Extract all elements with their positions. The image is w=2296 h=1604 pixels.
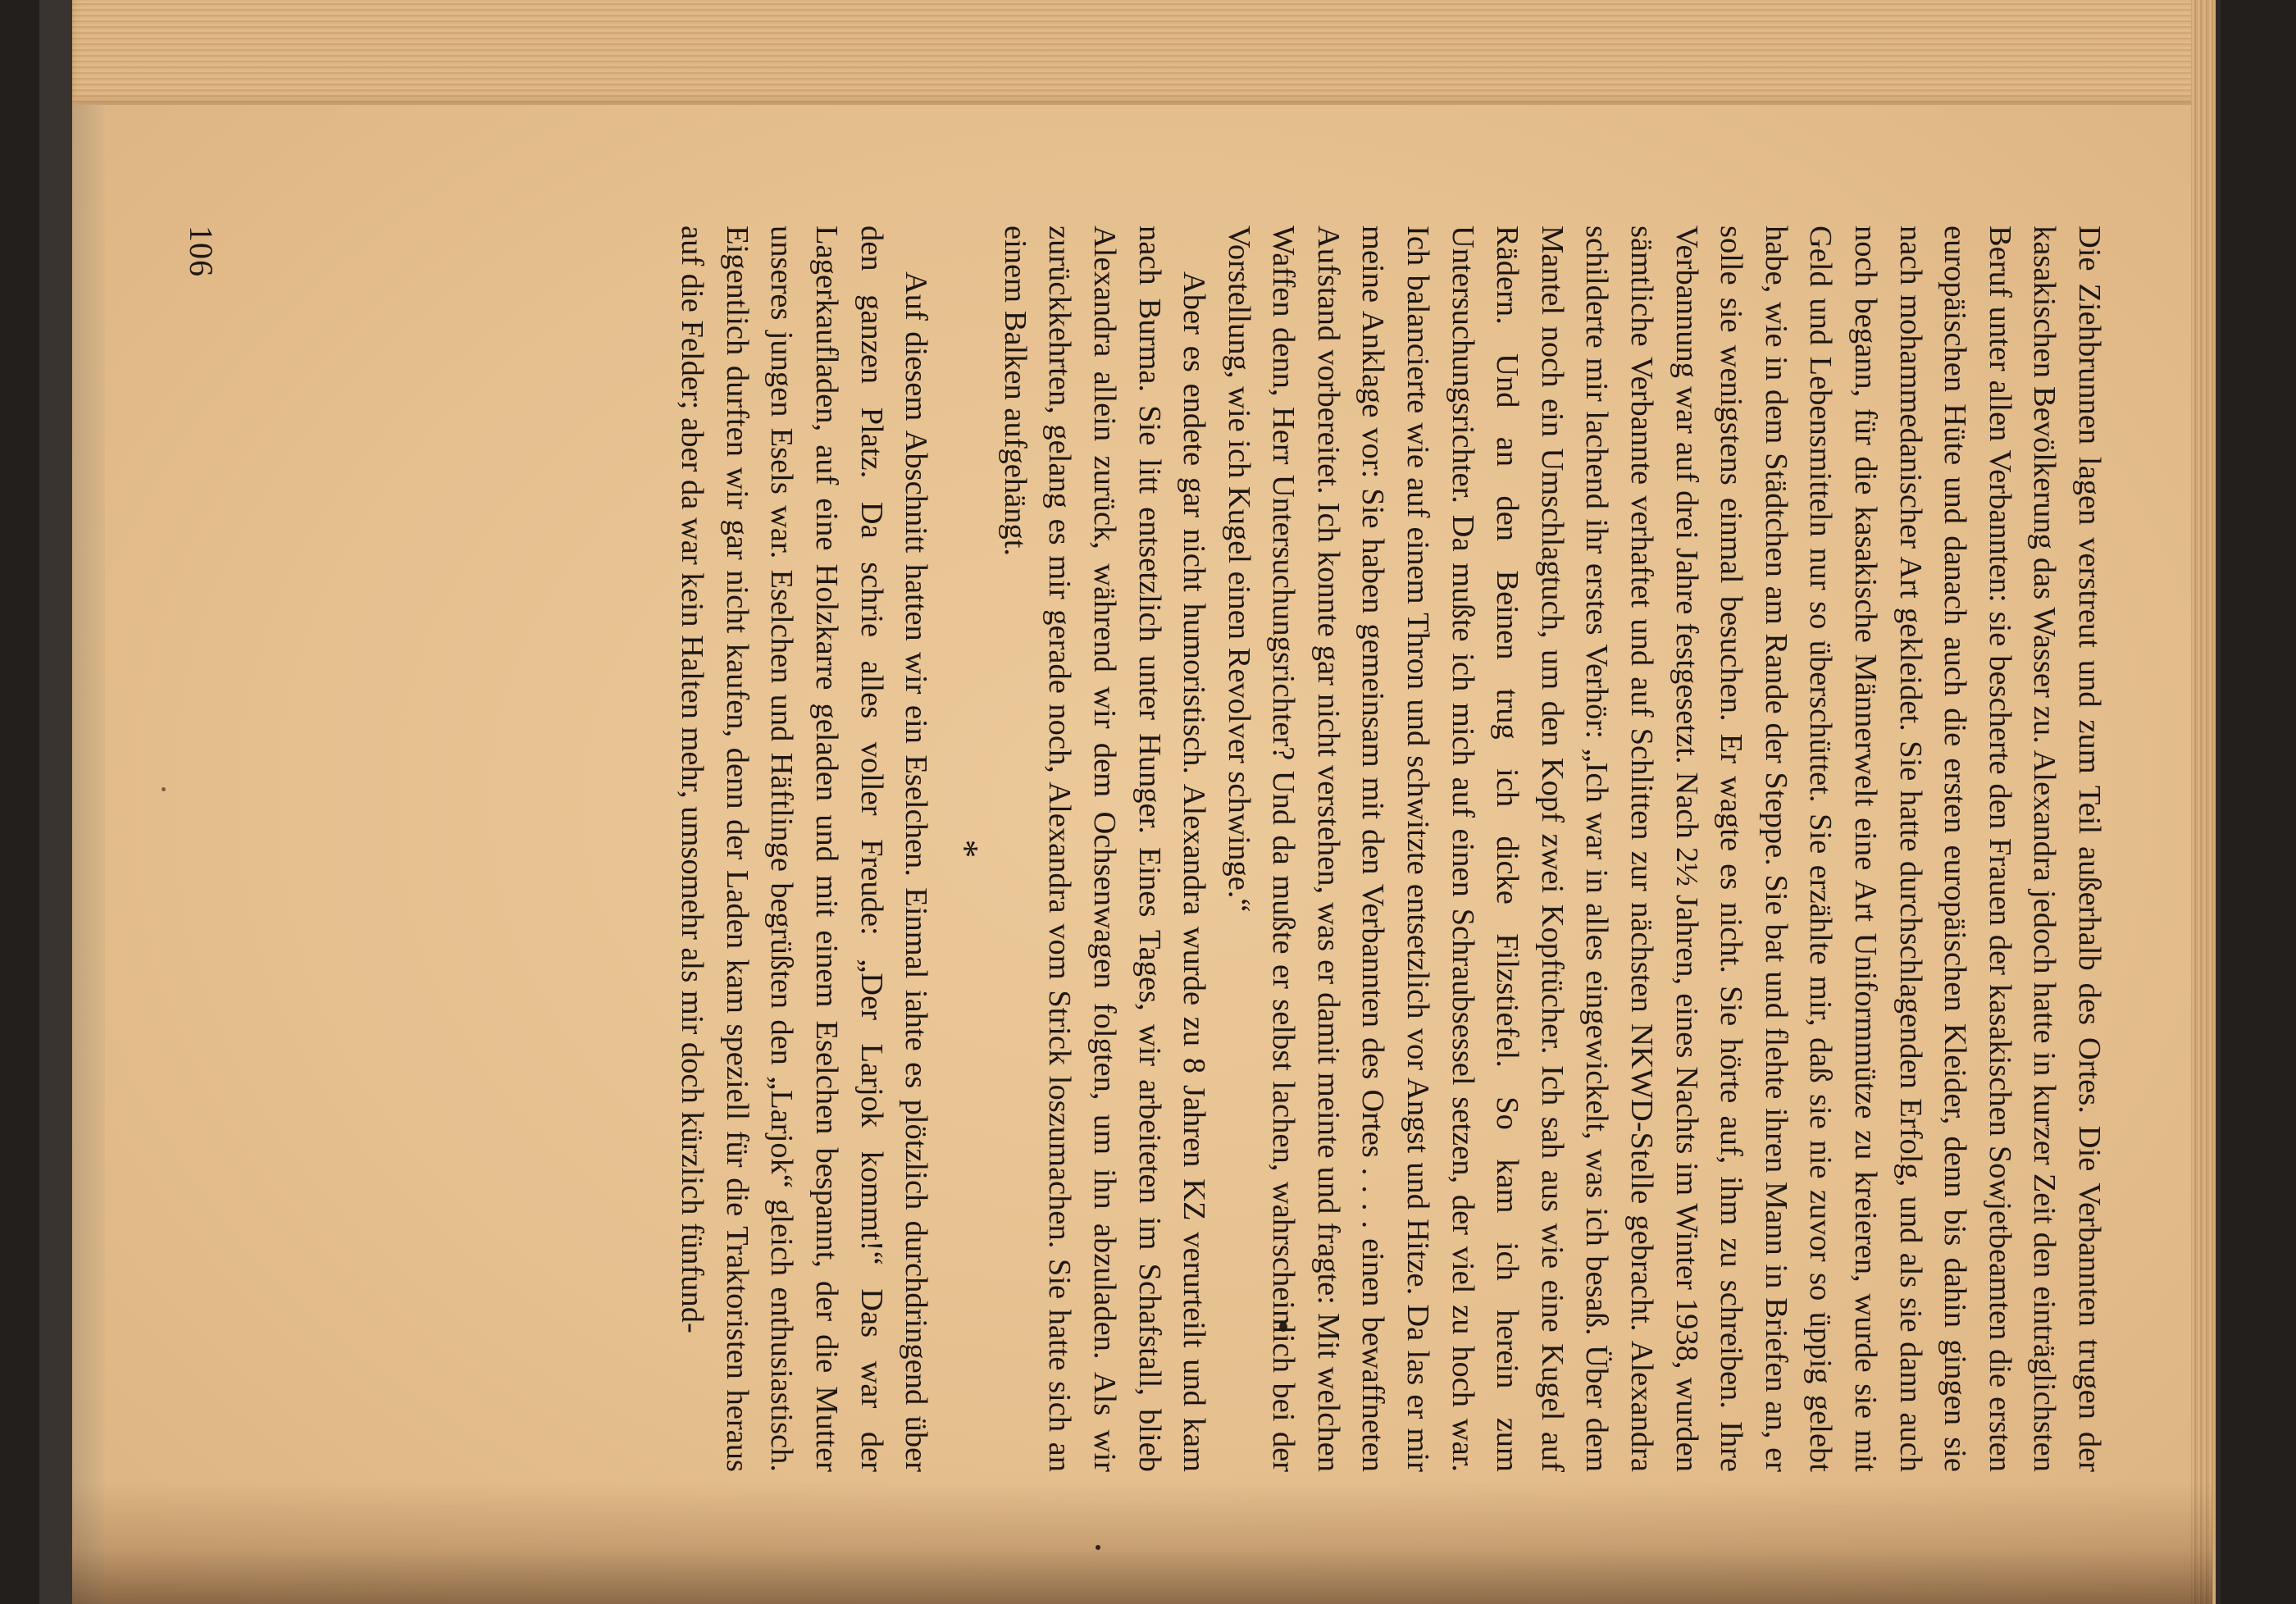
paragraph: Aber es endete gar nicht humoristisch. Alexandra wurde zu 8 Jahren KZ verurteilt und kam nach Burma. Sie litt entsetzlich unter Hunger. Eines Tages, wir arbeiteten im Schafstall, blieb Alexandra allein zurück, während wir dem Ochsenwagen folgten, um ihn abzuladen. Als wir zurückkehrten, gelang es mir gerade noch, Alexandra vom Strick loszumachen. Sie hatte sich an einem Balken aufgehängt. xyxy=(997,226,1212,1472)
paper-speck xyxy=(1096,1545,1100,1550)
page-edges-top xyxy=(72,0,2212,105)
page-edges-right xyxy=(2191,0,2216,1604)
spine-gutter-shadow xyxy=(72,1481,2212,1604)
section-separator: * xyxy=(945,839,987,859)
paper-speck xyxy=(162,787,166,791)
paragraph: Auf diesem Abschnitt hatten wir ein Eselchen. Einmal iahte es plötzlich durchdringend über den ganzen Platz. Da schrie alles voller Freude: „Der Larjok kommt!“ Das war der Lagerkaufladen, auf eine Holzkarre geladen und mit einem Eselchen bespannt, der die Mutter unseres jungen Esels war. Eselchen und Häftlinge begrüßten den „Larjok“ gleich enthusiastisch. Eigentlich durften wir gar nicht kaufen, denn der Laden kam speziell für die Traktoristen heraus auf die Felder; aber da war kein Halten mehr, umsomehr als mir doch kürzlich fünfund- xyxy=(675,226,934,1472)
page-edge-left xyxy=(72,0,105,1604)
page-text-block xyxy=(182,226,2112,1472)
paragraph: Die Ziehbrunnen lagen verstreut und zum Teil außerhalb des Ortes. Die Verbannten trugen der kasakischen Bevölkerung das Wasser zu. Alexandra jedoch hatte in kurzer Zeit den einträglichsten Beruf unter allen Verbannten: sie bescherte den Frauen der kasakischen Sowjetbeamten die ersten europäischen Hüte und danach auch die ersten europäischen Kleider, denn bis dahin gingen sie nach mohammedanischer Art gekleidet. Sie hatte durchschlagenden Erfolg, und als sie dann auch noch begann, für die kasakische Männerwelt eine Art Uniformmütze zu kreieren, wurde sie mit Geld und Lebensmitteln nur so überschüttet. Sie erzählte mir, daß sie nie zuvor so üppig gelebt habe, wie in dem Städtchen am Rande der Steppe. Sie bat und flehte ihren Mann in Briefen an, er solle sie wenigstens einmal besuchen. Er wagte es nicht. Sie hörte auf, ihm zu schreiben. Ihre Verbannung war auf drei Jahre festgesetzt. Nach 2½ Jahren, eines Nachts im Winter 1938, wurden sämtliche Verbannte verhaftet und auf Schlitten zur nächsten NKWD-Stelle gebracht. Alexandra schilderte mir lachend ihr erstes Verhör: „Ich war in alles eingewickelt, was ich besaß. Über dem Mantel noch ein Umschlagtuch, um den Kopf zwei Kopftücher. Ich sah aus wie eine Kugel auf Rädern. Und an den Beinen trug ich dicke Filzstiefel. So kam ich herein zum Untersuchungsrichter. Da mußte ich mich auf einen Schraubsessel setzen, der viel zu hoch war. Ich balancierte wie auf einem Thron und schwitzte entsetzlich vor Angst und Hitze. Da las er mir meine Anklage vor: Sie haben gemeinsam mit den Verbannten des Ortes . . . . einen bewaffneten Aufstand vorbereitet. Ich konnte gar nicht verstehen, was er damit meinte und fragte: Mit welchen Waffen denn, Herr Untersuchungsrichter? Und da mußte er selbst lachen, wahrscheinlich bei der Vorstellung, wie ich Kugel einen Revolver schwinge.“ xyxy=(1221,226,2107,1472)
page-number: 106 xyxy=(182,226,220,277)
